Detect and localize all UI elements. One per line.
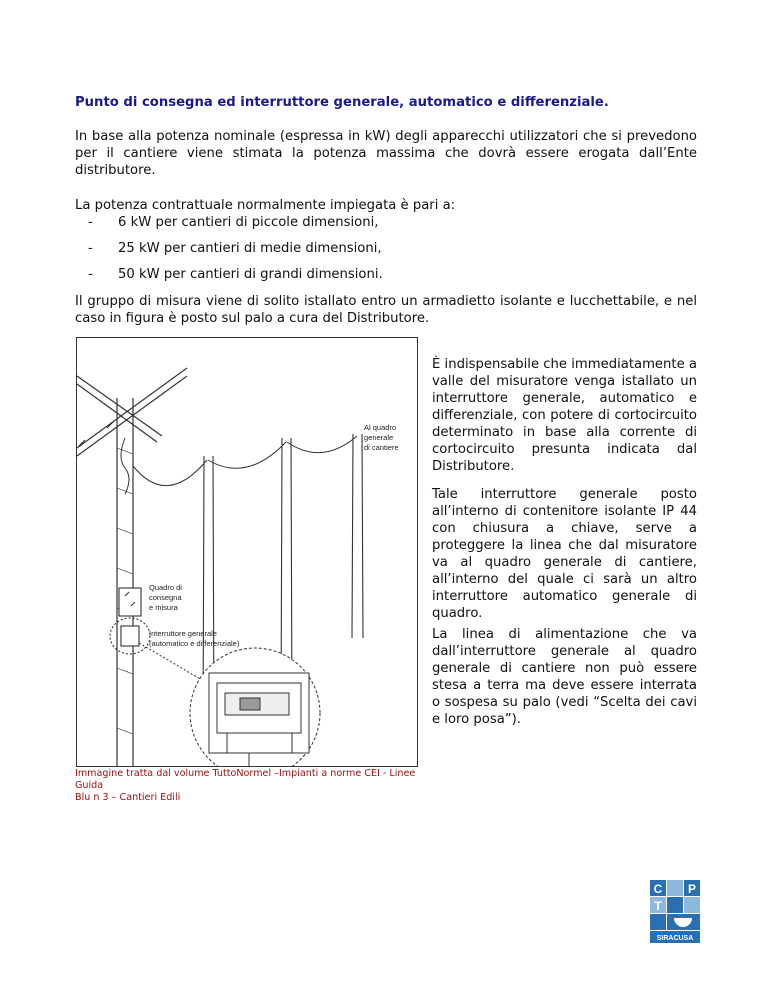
svg-text:P: P (687, 882, 697, 896)
breaker-box (110, 618, 150, 654)
figure-caption: Immagine tratta dal volume TuttoNormel –Impianti a norme CEI - Linee Guida Blu n 3 – Cantieri Edili (75, 768, 416, 803)
cpt-siracusa-logo (650, 880, 700, 943)
label-interruttore: Interruttore generale (automatico e differenziale) (149, 629, 240, 648)
list-item: - 50 kW per cantieri di grandi dimensioni. (88, 267, 383, 282)
label-al-quadro: Al quadro generale di cantiere (364, 423, 399, 452)
list-item: - 25 kW per cantieri di medie dimensioni, (88, 241, 382, 256)
power-list (88, 214, 383, 292)
svg-text:C: C (653, 882, 663, 896)
side-paragraph-2: Tale interruttore generale posto all’interno di contenitore isolante IP 44 con chiusura a chiave, serve a proteggere la linea che dal misuratore va al quadro generale di cantiere, all’interno del quale ci sarà un altro interruttore automatico generale di quadro. (432, 487, 697, 621)
label-quadro-consegna: Quadro di consegna e misura (149, 583, 182, 612)
list-item: - 6 kW per cantieri di piccole dimensioni, (88, 215, 379, 230)
pole-illustration (76, 337, 418, 767)
paragraph-contrattuale: La potenza contrattuale normalmente impiegata è pari a: (75, 198, 456, 213)
meter-box (119, 588, 141, 616)
paragraph-potenza: In base alla potenza nominale (espressa in kW) degli apparecchi utilizzatori che si prevedono per il cantiere viene stimata la potenza massima che dovrà essere erogata dall’Ente distributore. (75, 129, 697, 178)
breaker-detail (139, 643, 320, 766)
paragraph-gruppo-misura: Il gruppo di misura viene di solito istallato entro un armadietto isolante e lucchettabile, e nel caso in figura è posto sul palo a cura del Distributore. (75, 294, 697, 326)
side-paragraph-1: È indispensabile che immediatamente a valle del misuratore venga istallato un interruttore generale, automatico e differenziale, con potere di cortocircuito determinato in base alla corrente di cortocircuito presunta indicata dal Distributore. (432, 357, 697, 474)
svg-text:SIRACUSA: SIRACUSA (656, 935, 694, 942)
side-paragraph-3: La linea di alimentazione che va dall’interruttore generale al quadro generale di cantiere non può essere stesa a terra ma deve essere interrata o sospesa su palo (vedi “Scelta dei cavi e loro posa”). (432, 627, 697, 727)
section-heading: Punto di consegna ed interruttore generale, automatico e differenziale. (75, 95, 609, 110)
svg-text:T: T (654, 899, 662, 913)
